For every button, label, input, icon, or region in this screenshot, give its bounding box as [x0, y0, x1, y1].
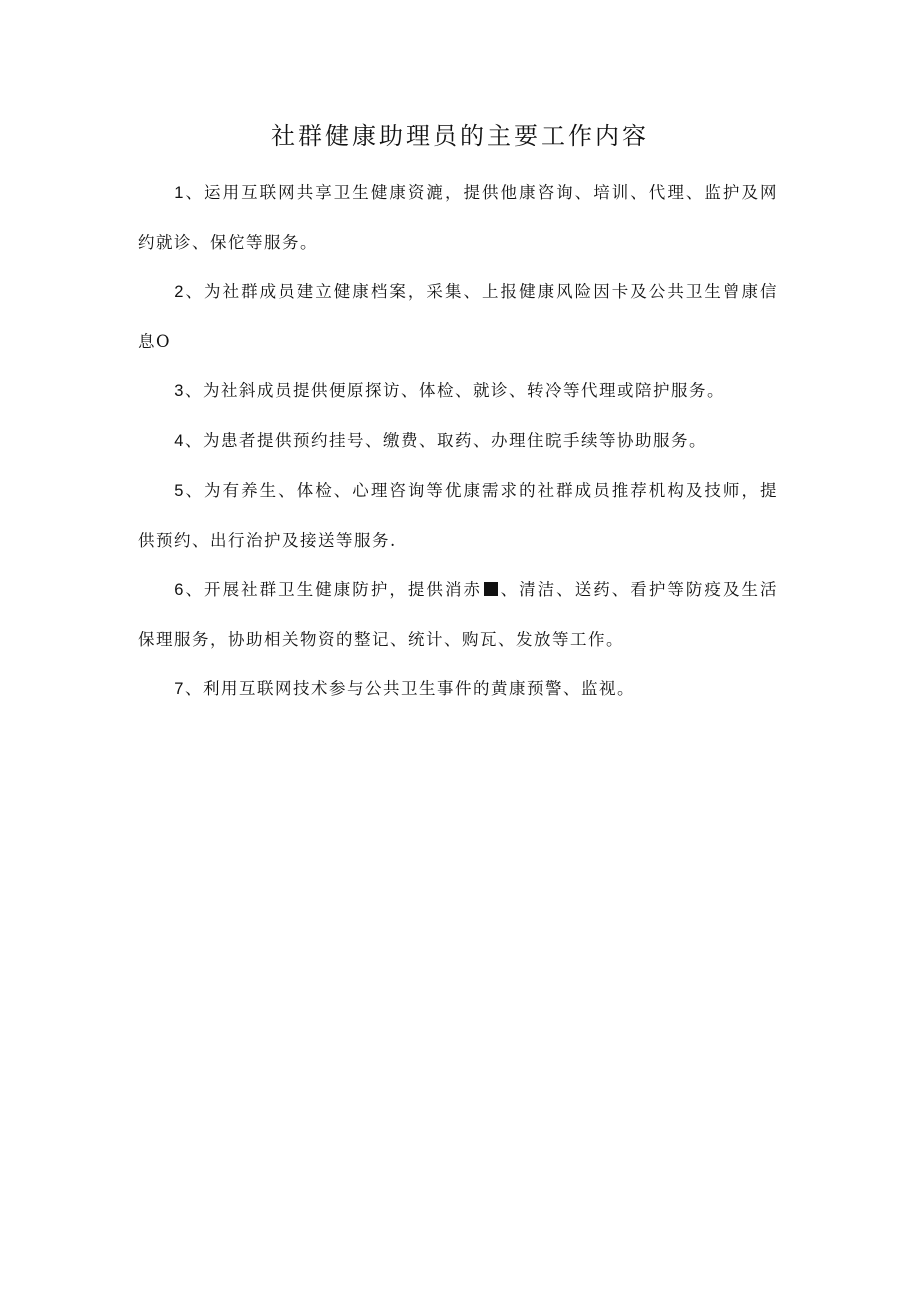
paragraph-7	[138, 664, 778, 714]
paragraph-4	[138, 416, 778, 466]
paragraph-text: 、利用互联网技术参与公共卫生事件的黄康预警、监视。	[184, 679, 635, 698]
paragraph-text: 、为社斜成员提供便原探访、体检、就诊、转冷等代理或陪护服务。	[184, 381, 725, 400]
document-title: 社群健康助理员的主要工作内容	[271, 122, 649, 150]
paragraph-text: 、为患者提供预约挂号、缴费、取药、办理住晥手续等协助服务。	[184, 431, 707, 450]
paragraph-2	[138, 267, 778, 366]
paragraph-number: 2	[174, 283, 185, 301]
paragraph-text-end: 、清洁、送药、看护等防疫及生活保理服务，协助相关物资的整记、统计、购瓦、发放等工作。	[138, 580, 779, 649]
document-body	[138, 168, 778, 714]
paragraph-1	[138, 168, 778, 267]
paragraph-number: 5	[174, 482, 185, 500]
paragraph-3	[138, 366, 778, 416]
paragraph-6	[138, 565, 778, 664]
paragraph-number: 1	[174, 184, 185, 202]
paragraph-number: 6	[174, 581, 185, 599]
paragraph-text: 、为有养生、体检、心理咨询等优康需求的社群成员推荐机构及技师，提供预约、出行治护及接送等服务.	[138, 481, 778, 550]
paragraph-number: 3	[174, 382, 185, 400]
paragraph-text: 、为社群成员建立健康档案，采集、上报健康风险因卡及公共卫生曾康信息O	[138, 282, 778, 351]
paragraph-number: 4	[174, 432, 185, 450]
paragraph-text-start: 、开展社群卫生健康防护，提供消赤	[184, 580, 483, 599]
ink-blot	[484, 582, 498, 596]
paragraph-text: 、运用互联网共享卫生健康资漉，提供他康咨询、培训、代理、监护及网约就诊、保佗等服务。	[138, 183, 778, 252]
paragraph-number: 7	[174, 680, 185, 698]
paragraph-5	[138, 466, 778, 565]
